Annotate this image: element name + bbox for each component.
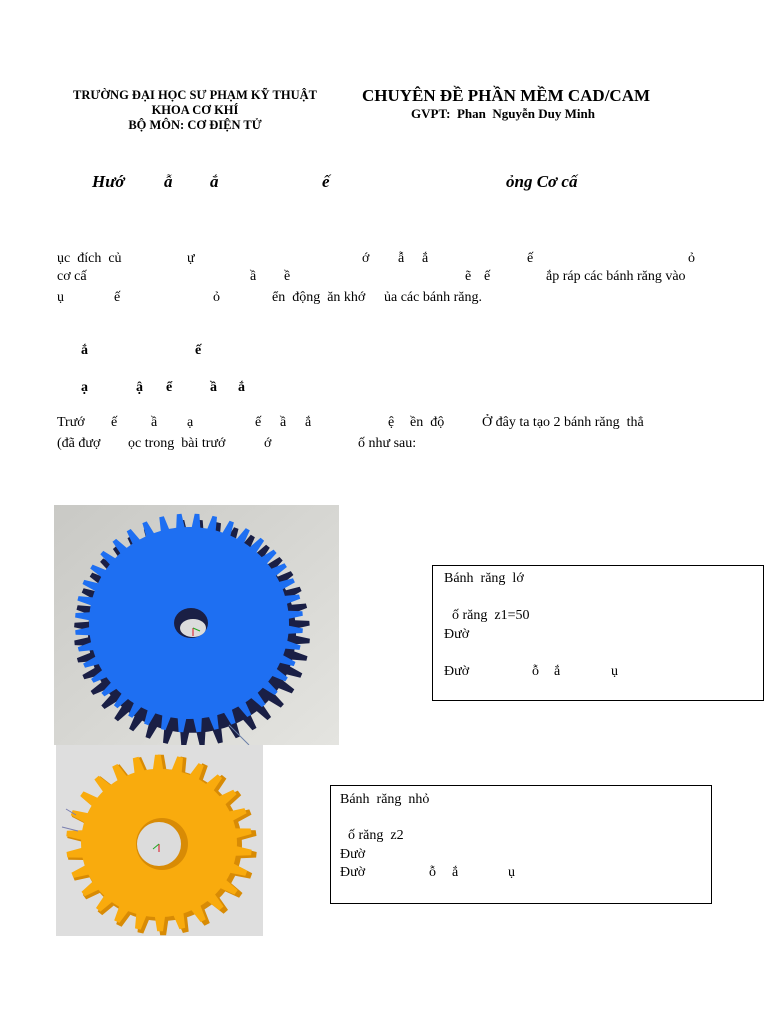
text-fragment: ế <box>484 269 491 284</box>
text-fragment: Đườ <box>444 664 470 679</box>
subsection-heading-fragment: ể <box>166 380 173 395</box>
text-fragment: ỗ <box>532 664 539 679</box>
text-fragment: Đườ <box>340 865 366 880</box>
text-fragment: ế <box>527 251 534 266</box>
text-fragment: ề <box>284 269 291 284</box>
text-fragment: ắ <box>422 251 429 266</box>
text-fragment: ủa các bánh răng. <box>384 290 482 305</box>
doc-title-part: ắ <box>210 172 219 191</box>
text-fragment: ắp ráp các bánh răng vào <box>546 269 686 284</box>
large-gear-diameter: Đườ <box>444 627 470 642</box>
text-fragment: ẽ <box>465 269 472 284</box>
text-fragment: ỏ <box>213 290 220 305</box>
text-fragment: cơ cấ <box>57 269 87 284</box>
small-gear-render <box>56 745 263 936</box>
course-title: CHUYÊN ĐỀ PHẦN MỀM CAD/CAM <box>362 86 651 105</box>
text-fragment: ỗ <box>429 865 436 880</box>
department-name: BỘ MÔN: CƠ ĐIỆN TỬ <box>128 118 262 132</box>
text-fragment: ền độ <box>410 415 445 430</box>
text-fragment: ọc trong bài trướ <box>128 436 226 451</box>
section-heading-fragment: ắ <box>81 343 88 358</box>
small-gear-title: Bánh răng nhỏ <box>340 792 430 807</box>
text-fragment: ẫ <box>398 251 405 266</box>
text-fragment: ế <box>114 290 121 305</box>
text-fragment: ầ <box>151 415 158 430</box>
text-fragment: ắ <box>452 865 459 880</box>
text-fragment: ục đích củ <box>57 251 122 266</box>
text-fragment: Ở đây ta tạo 2 bánh răng thẳ <box>482 415 644 430</box>
text-fragment: ển động ăn khớ <box>272 290 366 305</box>
large-gear-spec-box <box>432 565 764 701</box>
text-fragment: ố như sau: <box>358 436 417 451</box>
text-fragment: ụ <box>611 664 618 679</box>
text-fragment: ớ <box>362 251 370 266</box>
subsection-heading-fragment: ạ <box>81 380 88 395</box>
small-gear-image <box>56 745 263 936</box>
section-heading-fragment: ế <box>195 343 202 358</box>
doc-title-part: ế <box>322 172 330 191</box>
text-fragment: ỏ <box>688 251 695 266</box>
small-gear-diameter: Đườ <box>340 847 366 862</box>
text-fragment: ế <box>111 415 118 430</box>
large-gear-teeth: ố răng z1=50 <box>452 608 530 623</box>
subsection-heading-fragment: ắ <box>238 380 245 395</box>
text-fragment: ớ <box>264 436 272 451</box>
large-gear-render <box>54 505 339 745</box>
faculty-name: KHOA CƠ KHÍ <box>151 103 239 117</box>
text-fragment: ự <box>187 251 195 266</box>
text-fragment: ầ <box>250 269 257 284</box>
text-fragment: ắ <box>554 664 561 679</box>
doc-title-part: Hướ <box>92 172 125 191</box>
header-school-block <box>40 88 350 133</box>
large-gear-title: Bánh răng lớ <box>444 571 524 586</box>
text-fragment: ế <box>255 415 262 430</box>
doc-title-part: ỏng Cơ cấ <box>506 172 578 191</box>
text-fragment: Trướ <box>57 415 85 430</box>
text-fragment: ụ <box>508 865 515 880</box>
text-fragment: (đã đượ <box>57 436 101 451</box>
text-fragment: ạ <box>187 415 194 430</box>
small-gear-spec-box <box>330 785 712 904</box>
subsection-heading-fragment: ầ <box>210 380 217 395</box>
text-fragment: ệ <box>388 415 395 430</box>
text-fragment: ắ <box>305 415 312 430</box>
large-gear-image <box>54 505 339 745</box>
doc-title-part: ẫ <box>164 172 173 191</box>
text-fragment: ụ <box>57 290 64 305</box>
text-fragment: ầ <box>280 415 287 430</box>
school-name: TRƯỜNG ĐẠI HỌC SƯ PHẠM KỸ THUẬT <box>73 88 317 102</box>
small-gear-teeth: ố răng z2 <box>348 828 404 843</box>
instructor-name: GVPT: Phan Nguyễn Duy Minh <box>411 106 595 121</box>
subsection-heading-fragment: ậ <box>136 380 143 395</box>
